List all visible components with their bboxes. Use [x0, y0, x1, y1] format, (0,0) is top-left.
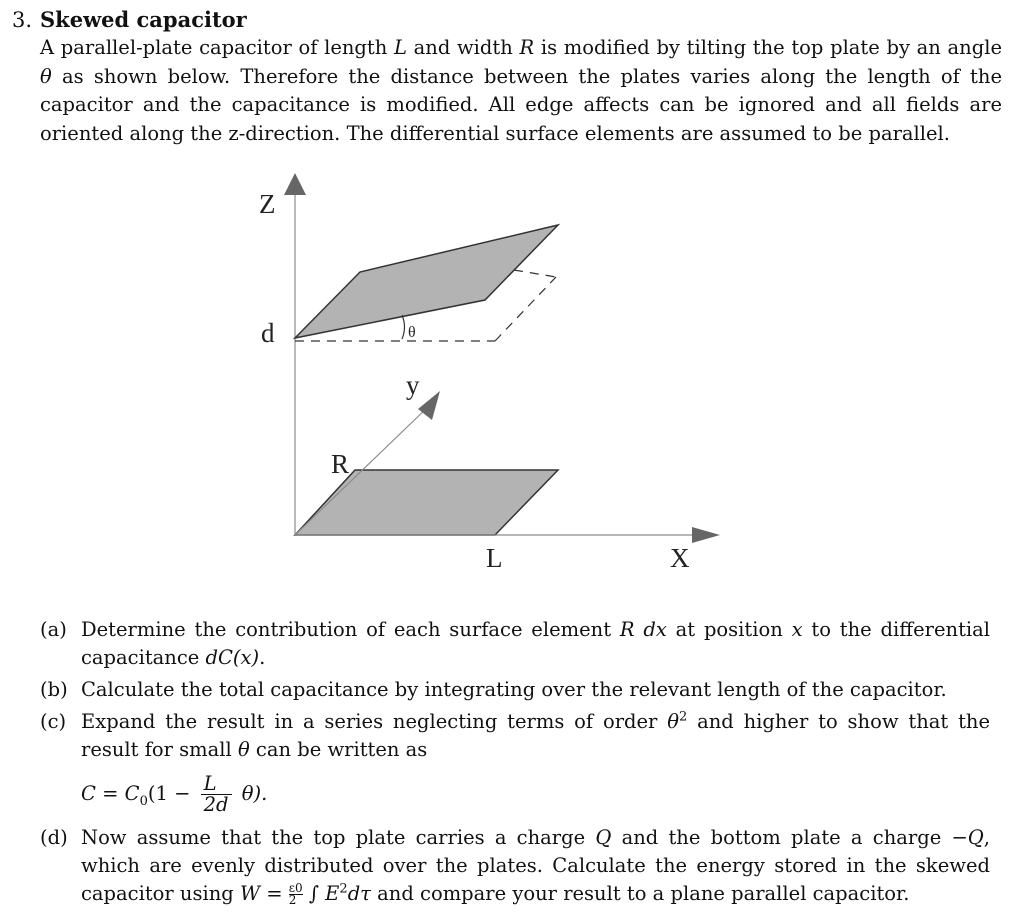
dashed-guide-side — [495, 277, 556, 341]
part-a — [40, 616, 990, 672]
eq-close: θ). — [241, 782, 268, 805]
part-text: Now assume that the top plate carries a charge — [81, 826, 596, 849]
eps-numerator: ε0 — [288, 881, 303, 895]
dashed-guide-back — [514, 270, 556, 277]
part-text: and compare your result to a plane parallel capacitor. — [370, 882, 910, 905]
symbol-theta: θ — [667, 710, 679, 733]
problem-block — [12, 6, 1002, 148]
symbol-R: R — [519, 36, 535, 59]
eq-open: (1 − — [147, 782, 191, 805]
eq-fraction — [201, 774, 232, 815]
exponent: 2 — [339, 881, 348, 897]
z-arrow-head — [284, 173, 306, 195]
symbol-theta: θ — [237, 738, 250, 761]
eq-denominator: 2d — [203, 793, 229, 816]
d-label: d — [261, 318, 275, 348]
part-text: can be written as — [249, 738, 428, 761]
symbol-dCx: dC(x) — [205, 646, 260, 669]
symbol-L: L — [394, 36, 407, 59]
y-arrow-head — [418, 391, 440, 420]
x-axis-label: X — [670, 543, 690, 573]
part-text: at position — [666, 618, 792, 641]
problem-number: 3. — [12, 8, 33, 32]
intro-text: is modified by tilting the top plate by an angle — [534, 36, 1002, 59]
problem-title: Skewed capacitor — [40, 7, 247, 32]
part-b — [40, 676, 990, 704]
theta-label: θ — [408, 324, 416, 341]
symbol-x: x — [791, 618, 803, 641]
eq-subscript: 0 — [139, 793, 148, 809]
theta-arc — [402, 315, 405, 339]
exponent: 2 — [678, 709, 688, 725]
part-tag: (a) — [40, 618, 67, 641]
part-text: Calculate the total capacitance by integrating over the relevant length of the capacitor. — [81, 678, 947, 701]
problem-parts — [40, 616, 990, 908]
symbol-W: W — [239, 882, 260, 905]
intro-text: as shown below. Therefore the distance between the plates varies along the length of the capacitor and the capacitance is modified. All edge affects can be ignored and all fields are oriented along the z-direction. The differential surface elements are assumed to be parallel. — [40, 64, 1002, 145]
capacitance-equation — [81, 768, 990, 820]
integral-E: ∫ E — [308, 882, 340, 905]
r-label: R — [331, 449, 350, 479]
z-axis-label: Z — [259, 189, 276, 219]
eps-denominator: 2 — [288, 893, 297, 907]
part-text: , which are evenly distributed over the plates. Calculate the energy stored in the skewed capacitor using — [81, 826, 990, 905]
intro-text: A parallel-plate capacitor of length — [40, 36, 394, 59]
eq-numerator: L — [201, 774, 232, 795]
part-text: and the bottom plate a charge — [611, 826, 952, 849]
y-axis-label: y — [406, 370, 420, 400]
top-plate — [295, 225, 558, 338]
symbol-dtau: dτ — [347, 882, 371, 905]
problem-heading — [12, 6, 1002, 34]
capacitor-diagram — [230, 165, 750, 585]
part-text: and higher to show that the result for small — [81, 710, 991, 761]
symbol-negQ: −Q — [951, 826, 984, 849]
part-text: Expand the result in a series neglecting terms of order — [81, 710, 668, 733]
part-text: . — [259, 646, 266, 669]
symbol-theta: θ — [40, 64, 52, 88]
part-text: Determine the contribution of each surface element — [81, 618, 620, 641]
bottom-plate — [295, 470, 558, 535]
part-tag: (d) — [40, 826, 68, 849]
x-arrow-head — [692, 527, 720, 543]
eq-lhs: C = C — [81, 782, 140, 805]
part-d — [40, 824, 990, 908]
symbol-Rdx: R dx — [619, 618, 667, 641]
l-label: L — [486, 543, 503, 573]
capacitor-figure — [230, 165, 750, 585]
part-tag: (c) — [40, 710, 67, 733]
eps-fraction — [289, 883, 303, 906]
part-text: to the differential capacitance — [81, 618, 991, 669]
part-c — [40, 708, 990, 820]
part-tag: (b) — [40, 678, 68, 701]
symbol-Q: Q — [595, 826, 612, 849]
problem-intro — [40, 34, 1002, 148]
intro-text: and width — [406, 36, 520, 59]
equals: = — [260, 882, 289, 905]
